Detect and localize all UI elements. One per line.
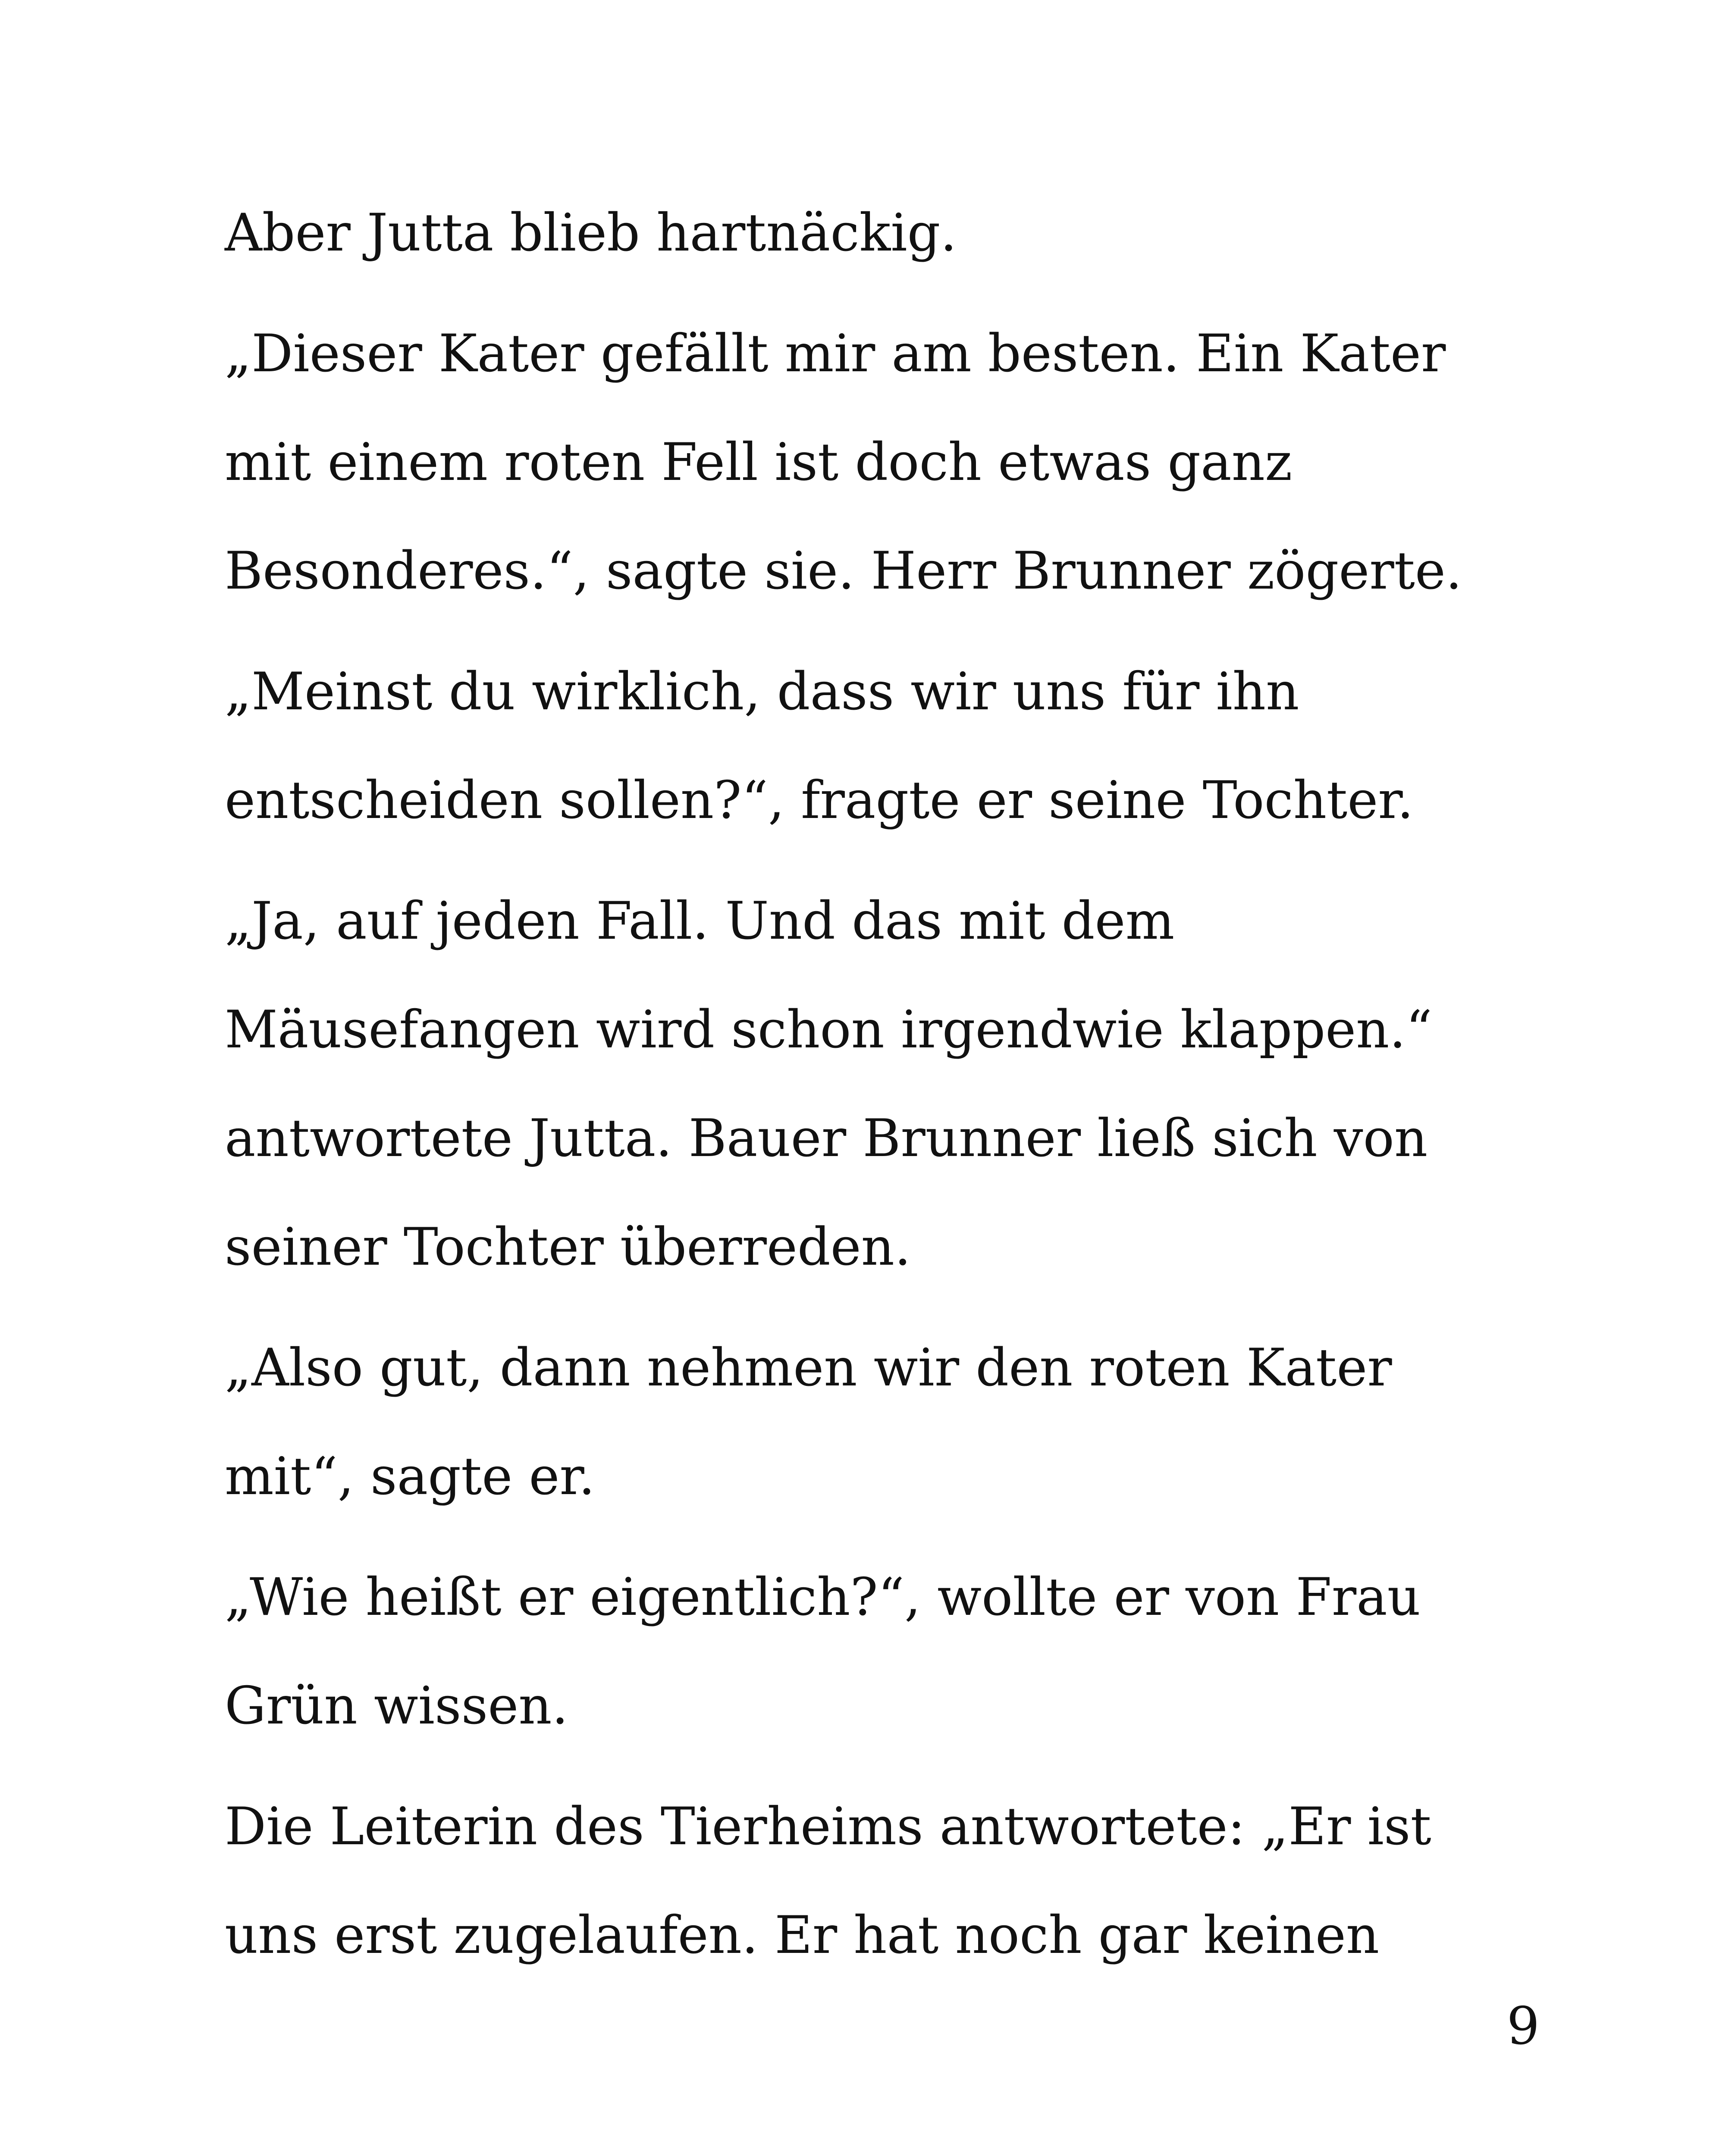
text-line: Die Leiterin des Tierheims antwortete: „Er ist — [225, 1797, 1431, 1857]
paragraph-6 — [225, 1543, 1540, 1761]
paragraph-4 — [225, 867, 1540, 1302]
paragraph-2 — [225, 300, 1540, 626]
text-line: „Ja, auf jeden Fall. Und das mit dem — [225, 891, 1175, 951]
text-line: seiner Tochter überreden. — [225, 1217, 911, 1277]
body-text — [225, 179, 1540, 2002]
text-line: entscheiden sollen?“, fragte er seine Tochter. — [225, 771, 1414, 830]
text-line: „Dieser Kater gefällt mir am besten. Ein Kater — [225, 324, 1446, 384]
paragraph-1 — [225, 179, 1540, 288]
text-line: Besonderes.“, sagte sie. Herr Brunner zögerte. — [225, 541, 1462, 601]
text-line: „Meinst du wirklich, dass wir uns für ihn — [225, 662, 1299, 722]
text-line: „Also gut, dann nehmen wir den roten Kater — [225, 1338, 1392, 1398]
text-line: Grün wissen. — [225, 1676, 568, 1736]
page-number: 9 — [1506, 1996, 1540, 2056]
text-line: antwortete Jutta. Bauer Brunner ließ sich von — [225, 1109, 1428, 1169]
paragraph-5 — [225, 1314, 1540, 1531]
text-line: mit“, sagte er. — [225, 1447, 595, 1507]
paragraph-3 — [225, 638, 1540, 855]
text-line: mit einem roten Fell ist doch etwas ganz — [225, 432, 1293, 492]
text-line: Aber Jutta blieb hartnäckig. — [225, 203, 957, 263]
text-line: uns erst zugelaufen. Er hat noch gar keinen — [225, 1905, 1380, 1965]
paragraph-7 — [225, 1773, 1540, 1990]
text-line: Mäusefangen wird schon irgendwie klappen.“ — [225, 1000, 1432, 1060]
text-line: „Wie heißt er eigentlich?“, wollte er von Frau — [225, 1567, 1421, 1627]
